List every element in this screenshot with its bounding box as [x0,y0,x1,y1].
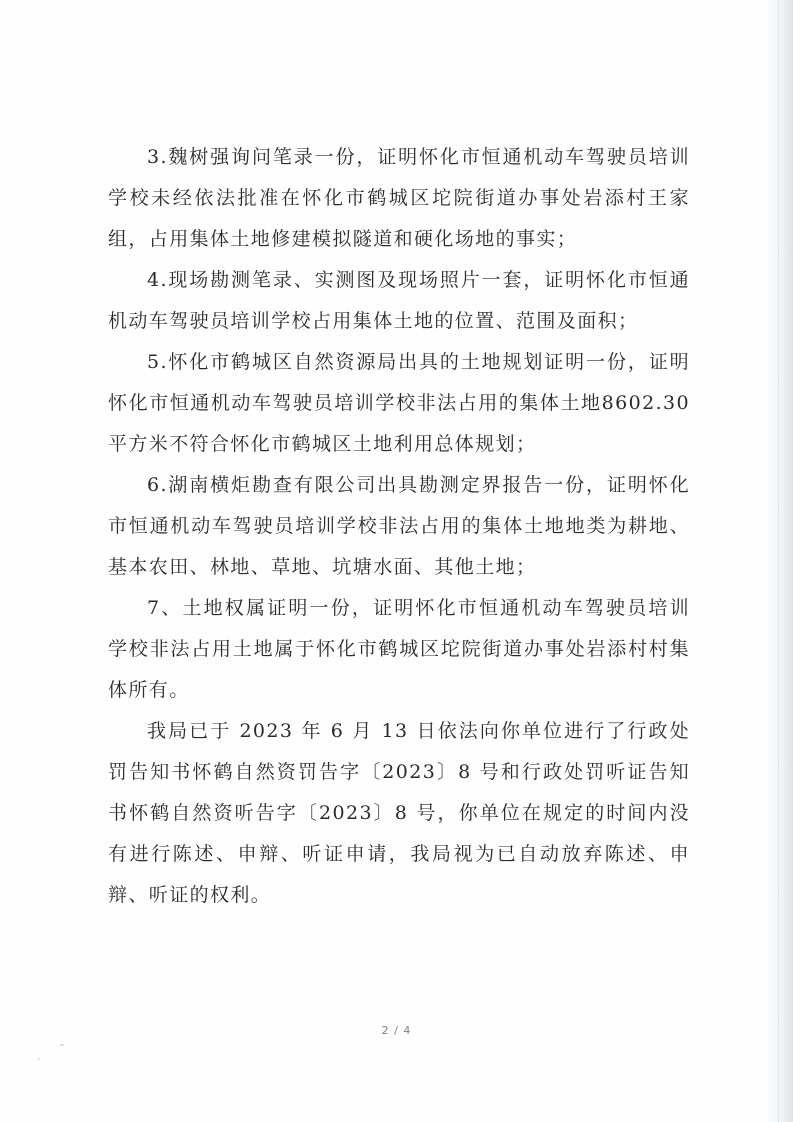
page-number: 2 / 4 [381,1024,412,1037]
document-body [108,137,690,916]
evidence-item-7: 7、土地权属证明一份，证明怀化市恒通机动车驾驶员培训学校非法占用土地属于怀化市鹤城区坨院街道办事处岩添村村集体所有。 [108,597,690,701]
scan-edge-shadow [765,0,793,1122]
scan-edge-line [778,0,779,1122]
evidence-item-5: 5.怀化市鹤城区自然资源局出具的土地规划证明一份，证明怀化市恒通机动车驾驶员培训学校非法占用的集体土地8602.30 平方米不符合怀化市鹤城区土地利用总体规划； [108,351,690,455]
evidence-item-3: 3.魏树强询问笔录一份，证明怀化市恒通机动车驾驶员培训学校未经依法批准在怀化市鹤城区坨院街道办事处岩添村王家组，占用集体土地修建模拟隧道和硬化场地的事实； [108,146,690,250]
evidence-item-6: 6.湖南横炬勘查有限公司出具勘测定界报告一份，证明怀化市恒通机动车驾驶员培训学校非法占用的集体土地地类为耕地、基本农田、林地、草地、坑塘水面、其他土地； [108,474,690,578]
scan-speck [60,1044,64,1046]
notice-paragraph: 我局已于 2023 年 6 月 13 日依法向你单位进行了行政处罚告知书怀鹤自然资罚告字〔2023〕8 号和行政处罚听证告知书怀鹤自然资听告字〔2023〕8 号，你单位在规定的时间内没有进行陈述、申辩、听证申请，我局视为已自动放弃陈述、申辩、听证的权利。 [108,720,690,906]
evidence-item-4: 4.现场勘测笔录、实测图及现场照片一套，证明怀化市恒通机动车驾驶员培训学校占用集体土地的位置、范围及面积； [108,269,690,332]
scan-speck [38,1058,40,1060]
